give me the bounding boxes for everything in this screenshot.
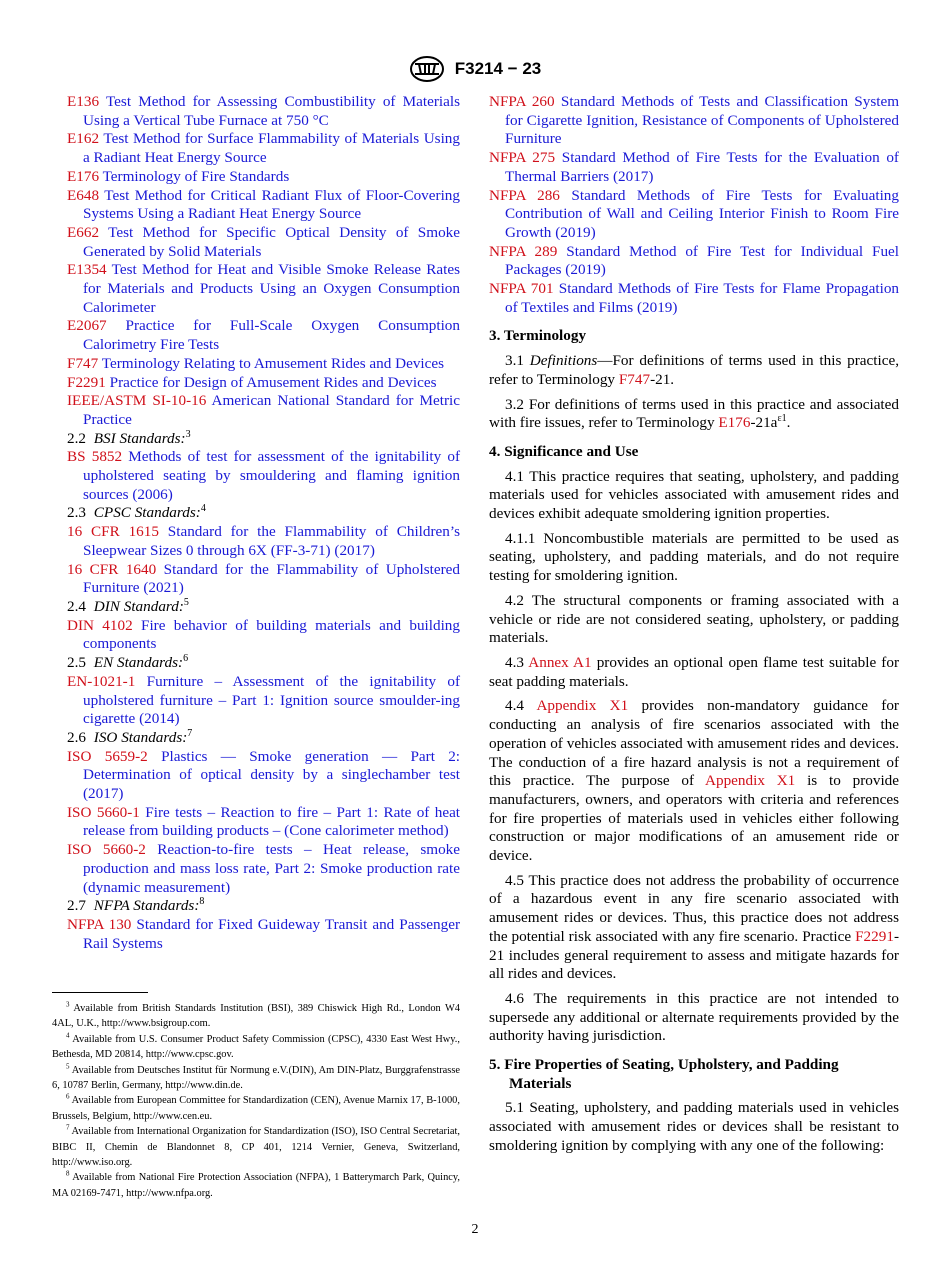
footnote (52, 1124, 460, 1170)
reference-code-link[interactable]: F747 (67, 354, 99, 372)
link-appendix-x1[interactable]: Appendix X1 (536, 697, 629, 715)
reference-entry (67, 261, 460, 317)
reference-title-link[interactable]: Standard Methods of Fire Tests for Flame Propagation of Textiles and Films (2019) (505, 280, 900, 316)
paragraph-3-2: 3.2 For definitions of terms used in this practice and associated with fire issues, refer to Terminology $E176-21a^{\varepsilon 1}$. (489, 395, 899, 432)
document-designation: F3214 − 23 (454, 59, 542, 78)
link-f747[interactable]: F747 (618, 370, 651, 388)
footnote-text: Available from International Organization for Standardization (ISO), ISO Central Secretariat, BIBC II, Chemin de Blandonnet 8, CP 401, 1214 Vernier, Geneva, Switzerland, http://www.iso.org. (52, 1126, 460, 1169)
reference-code-link[interactable]: E2067 (67, 317, 107, 335)
reference-title-link[interactable]: Standard for the Flammability of Upholstered Furniture (2021) (83, 560, 460, 597)
subsection-cpsc: 2.3 CPSC Standards:$^4$ (67, 503, 206, 522)
footnote (52, 1032, 460, 1063)
footnote-text: Available from National Fire Protection Association (NFPA), 1 Batterymarch Park, Quincy, MA 02169-7471, http://www.nfpa.org. (52, 1172, 460, 1199)
footnote-text: Available from U.S. Consumer Product Safety Commission (CPSC), 4330 East West Hwy., Bethesda, MD 20814, http://www.cpsc.gov. (52, 1033, 460, 1061)
astm-logo-icon (409, 56, 445, 82)
reference-title-link[interactable]: Reaction-to-fire tests – Heat release, smoke production and mass loss rate, Part 2: Smoke production rate (dynamic measurement) (83, 841, 461, 896)
reference-title-link[interactable]: Practice for Full-Scale Oxygen Consumption Calorimetry Fire Tests (83, 317, 460, 354)
reference-code-link[interactable]: ISO 5659-2 (67, 747, 148, 765)
reference-list (67, 523, 460, 598)
reference-entry (67, 523, 460, 560)
reference-code-link[interactable]: NFPA 701 (489, 280, 554, 298)
reference-entry (67, 748, 460, 804)
reference-entry (67, 561, 460, 598)
reference-code-link[interactable]: ISO 5660-2 (67, 841, 146, 859)
reference-list (67, 673, 460, 729)
reference-entry (67, 317, 460, 354)
reference-code-link[interactable]: 16 CFR 1615 (67, 523, 159, 541)
reference-entry (489, 149, 899, 186)
link-appendix-x1[interactable]: Appendix X1 (705, 772, 796, 790)
reference-entry (489, 93, 899, 149)
reference-entry (67, 673, 460, 729)
reference-entry (67, 916, 460, 953)
reference-entry (489, 280, 899, 317)
reference-title-link[interactable]: Methods of test for assessment of the ignitability of upholstered seating by smouldering and flaming ignition sources (2006) (83, 448, 461, 503)
reference-list (67, 617, 460, 654)
reference-entry (67, 617, 460, 654)
footnote-divider (52, 992, 148, 993)
reference-title-link[interactable]: Standard Methods of Fire Tests for Evaluating Contribution of Wall and Ceiling Interior Finish to Room Fire Growth (2019) (505, 186, 899, 241)
footnote (52, 1063, 460, 1094)
reference-title-link[interactable]: Terminology Relating to Amusement Rides and Devices (101, 354, 445, 372)
footnote-number: 7 (66, 1123, 70, 1132)
paragraph-4-2: 4.2 The structural components or framing associated with a vehicle or ride are not considered seating, upholstery, or padding materials. (489, 591, 899, 647)
reference-title-link[interactable]: Test Method for Specific Optical Density of Smoke Generated by Solid Materials (83, 223, 460, 260)
reference-code-link[interactable]: EN-1021-1 (67, 672, 136, 690)
subsection-en: 2.5 EN Standards:$^6$ (67, 653, 189, 672)
reference-code-link[interactable]: E136 (67, 93, 100, 110)
paragraph-4-1: 4.1 This practice requires that seating, upholstery, and padding materials used for vehicles associated with amusement rides and devices exhibit adequate smoldering ignition properties. (489, 467, 899, 523)
reference-code-link[interactable]: BS 5852 (67, 448, 123, 466)
reference-code-link[interactable]: E662 (67, 223, 100, 241)
footnote-number: 8 (66, 1170, 70, 1178)
reference-title-link[interactable]: Fire tests – Reaction to fire – Part 1: Rate of heat release from building products – (Cone calorimeter method) (83, 803, 461, 840)
reference-entry (67, 130, 460, 167)
reference-code-link[interactable]: E176 (67, 167, 100, 185)
reference-list (67, 748, 460, 898)
reference-code-link[interactable]: NFPA 130 (67, 915, 132, 933)
reference-code-link[interactable]: E648 (67, 186, 100, 204)
footnote-text: Available from European Committee for Standardization (CEN), Avenue Marnix 17, B-1000, Brussels, Belgium, http://www.cen.eu. (52, 1095, 460, 1122)
left-column (67, 93, 460, 953)
reference-entry (489, 187, 899, 243)
reference-entry (67, 355, 460, 374)
footnote-list (52, 1001, 460, 1201)
reference-code-link[interactable]: DIN 4102 (67, 616, 133, 634)
reference-code-link[interactable]: 16 CFR 1640 (67, 560, 157, 578)
reference-code-link[interactable]: NFPA 286 (489, 186, 560, 204)
reference-title-link[interactable]: Practice for Design of Amusement Rides and Devices (109, 373, 437, 391)
reference-title-link[interactable]: American National Standard for Metric Practice (83, 392, 460, 428)
paragraph-4-4: 4.4 Appendix X1 provides non-mandatory guidance for conducting an analysis of fire scenarios associated with the operation of vehicles associated with amusement rides and devices. The conduction of a fire hazard analysis is not a requirement of this practice. The purpose of Appendix X1 is to provide manufacturers, owners, and operators with criteria and references for fire properties of materials used in vehicles either following construction or major modifications of an amusement ride or device. (489, 697, 900, 865)
reference-code-link[interactable]: E1354 (67, 261, 107, 279)
subsection-din: 2.4 DIN Standard:$^5$ (67, 596, 189, 615)
section-heading-terminology: 3. Terminology (489, 327, 587, 345)
reference-title-link[interactable]: Test Method for Assessing Combustibility of Materials Using a Vertical Tube Furnace at 750 °C (83, 93, 460, 129)
section-heading-significance: 4. Significance and Use (489, 442, 639, 460)
subsection-nfpa: 2.7 NFPA Standards:$^8$ (67, 896, 205, 915)
paragraph-4-1-1: 4.1.1 Noncombustible materials are permitted to be used as seating, upholstery, and padding materials, and do not require testing for smoldering ignition. (489, 529, 899, 585)
reference-title-link[interactable]: Test Method for Surface Flammability of Materials Using a Radiant Heat Energy Source (83, 130, 460, 167)
reference-title-link[interactable]: Standard Method of Fire Tests for the Evaluation of Thermal Barriers (2017) (505, 149, 899, 185)
reference-code-link[interactable]: E162 (67, 130, 100, 148)
reference-list (67, 916, 460, 953)
reference-title-link[interactable]: Standard for the Flammability of Children’s Sleepwear Sizes 0 through 6X (FF-3-71) (2017) (83, 523, 460, 559)
reference-entry (67, 841, 460, 897)
footnote-text: Available from Deutsches Institut für Normung e.V.(DIN), Am DIN-Platz, Burggrafenstrasse 6, 10787 Berlin, Germany, http://www.din.de. (52, 1064, 460, 1092)
paragraph-5-1: 5.1 Seating, upholstery, and padding materials used in vehicles associated with amusement rides or devices shall be resistant to smoldering ignition by complying with any one of the following: (489, 1099, 899, 1154)
link-annex-a1[interactable]: Annex A1 (528, 653, 592, 671)
reference-title-link[interactable]: Standard for Fixed Guideway Transit and Passenger Rail Systems (83, 915, 461, 952)
subsection-bsi: 2.2 BSI Standards:$^3$ (67, 428, 191, 447)
footnote (52, 1001, 460, 1032)
reference-entry (489, 243, 899, 280)
reference-entry (67, 374, 460, 393)
reference-list (489, 93, 899, 317)
subsection-iso: 2.6 ISO Standards:$^7$ (67, 727, 193, 746)
footnote-number: 5 (66, 1062, 70, 1071)
footnote-text: Available from British Standards Institution (BSI), 389 Chiswick High Rd., London W4 4AL, U.K., http://www.bsigroup.com. (52, 1003, 460, 1030)
footnote-number: 6 (66, 1092, 70, 1101)
reference-entry (67, 187, 460, 224)
paragraph-3-1: 3.1 Definitions—For definitions of terms used in this practice, refer to Terminology F747-21. (489, 352, 900, 388)
paragraph-4-5: 4.5 This practice does not address the probability of occurrence of a hazardous event in any fire scenario associated with amusement rides or devices. Thus, this practice does not address the potential risk associated with any fire scenario. Practice F2291-21 includes general requirement to assess and mitigate hazards for all rides and devices. (489, 871, 899, 983)
reference-title-link[interactable]: Plastics — Smoke generation — Part 2: Determination of optical density by a singlechamber test (2017) (83, 747, 461, 803)
reference-entry (67, 93, 460, 130)
section-heading-fire-properties: 5. Fire Properties of Seating, Upholstery, and Padding Materials (489, 1056, 839, 1092)
page-header (0, 56, 950, 82)
reference-code-link[interactable]: NFPA 275 (489, 149, 556, 167)
paragraph-4-6: 4.6 The requirements in this practice are not intended to supersede any additional or alternate requirements provided by the authority having jurisdiction. (489, 989, 899, 1045)
reference-code-link[interactable]: NFPA 260 (489, 93, 555, 110)
footnote-number: 3 (66, 1000, 70, 1009)
link-f2291[interactable]: F2291 (855, 927, 894, 945)
reference-title-link[interactable]: Fire behavior of building materials and building components (83, 616, 460, 653)
reference-entry (67, 804, 460, 841)
reference-entry (67, 168, 460, 187)
footnote-number: 4 (66, 1031, 70, 1040)
footnotes (52, 992, 460, 1201)
reference-title-link[interactable]: Test Method for Heat and Visible Smoke Release Rates for Materials and Products Using an Oxygen Consumption Calorimeter (83, 261, 460, 316)
reference-title-link[interactable]: Standard Method of Fire Test for Individual Fuel Packages (2019) (505, 242, 900, 279)
reference-code-link[interactable]: IEEE/ASTM SI-10-16 (67, 392, 207, 410)
footnote (52, 1170, 460, 1201)
reference-code-link[interactable]: F2291 (67, 373, 106, 391)
reference-code-link[interactable]: ISO 5660-1 (67, 803, 140, 821)
reference-title-link[interactable]: Standard Methods of Tests and Classification System for Cigarette Ignition, Resistance of Components of Upholstered Furniture (505, 93, 900, 148)
reference-entry (67, 392, 460, 429)
reference-list (67, 448, 460, 504)
page-number: 2 (471, 1222, 479, 1237)
footnote (52, 1093, 460, 1124)
reference-entry (67, 448, 460, 504)
reference-title-link[interactable]: Terminology of Fire Standards (102, 167, 290, 185)
reference-entry (67, 224, 460, 261)
link-e176[interactable]: E176 (718, 414, 751, 432)
reference-title-link[interactable]: Test Method for Critical Radiant Flux of Floor-Covering Systems Using a Radiant Heat Energy Source (83, 186, 460, 223)
right-column (489, 93, 899, 1162)
reference-title-link[interactable]: Furniture – Assessment of the ignitability of upholstered furniture – Part 1: Ignition source smoulder-ing cigarette (2014) (83, 672, 460, 728)
paragraph-4-3: 4.3 Annex A1 provides an optional open flame test suitable for seat padding materials. (489, 653, 900, 690)
reference-code-link[interactable]: NFPA 289 (489, 242, 558, 260)
reference-list (67, 93, 460, 430)
